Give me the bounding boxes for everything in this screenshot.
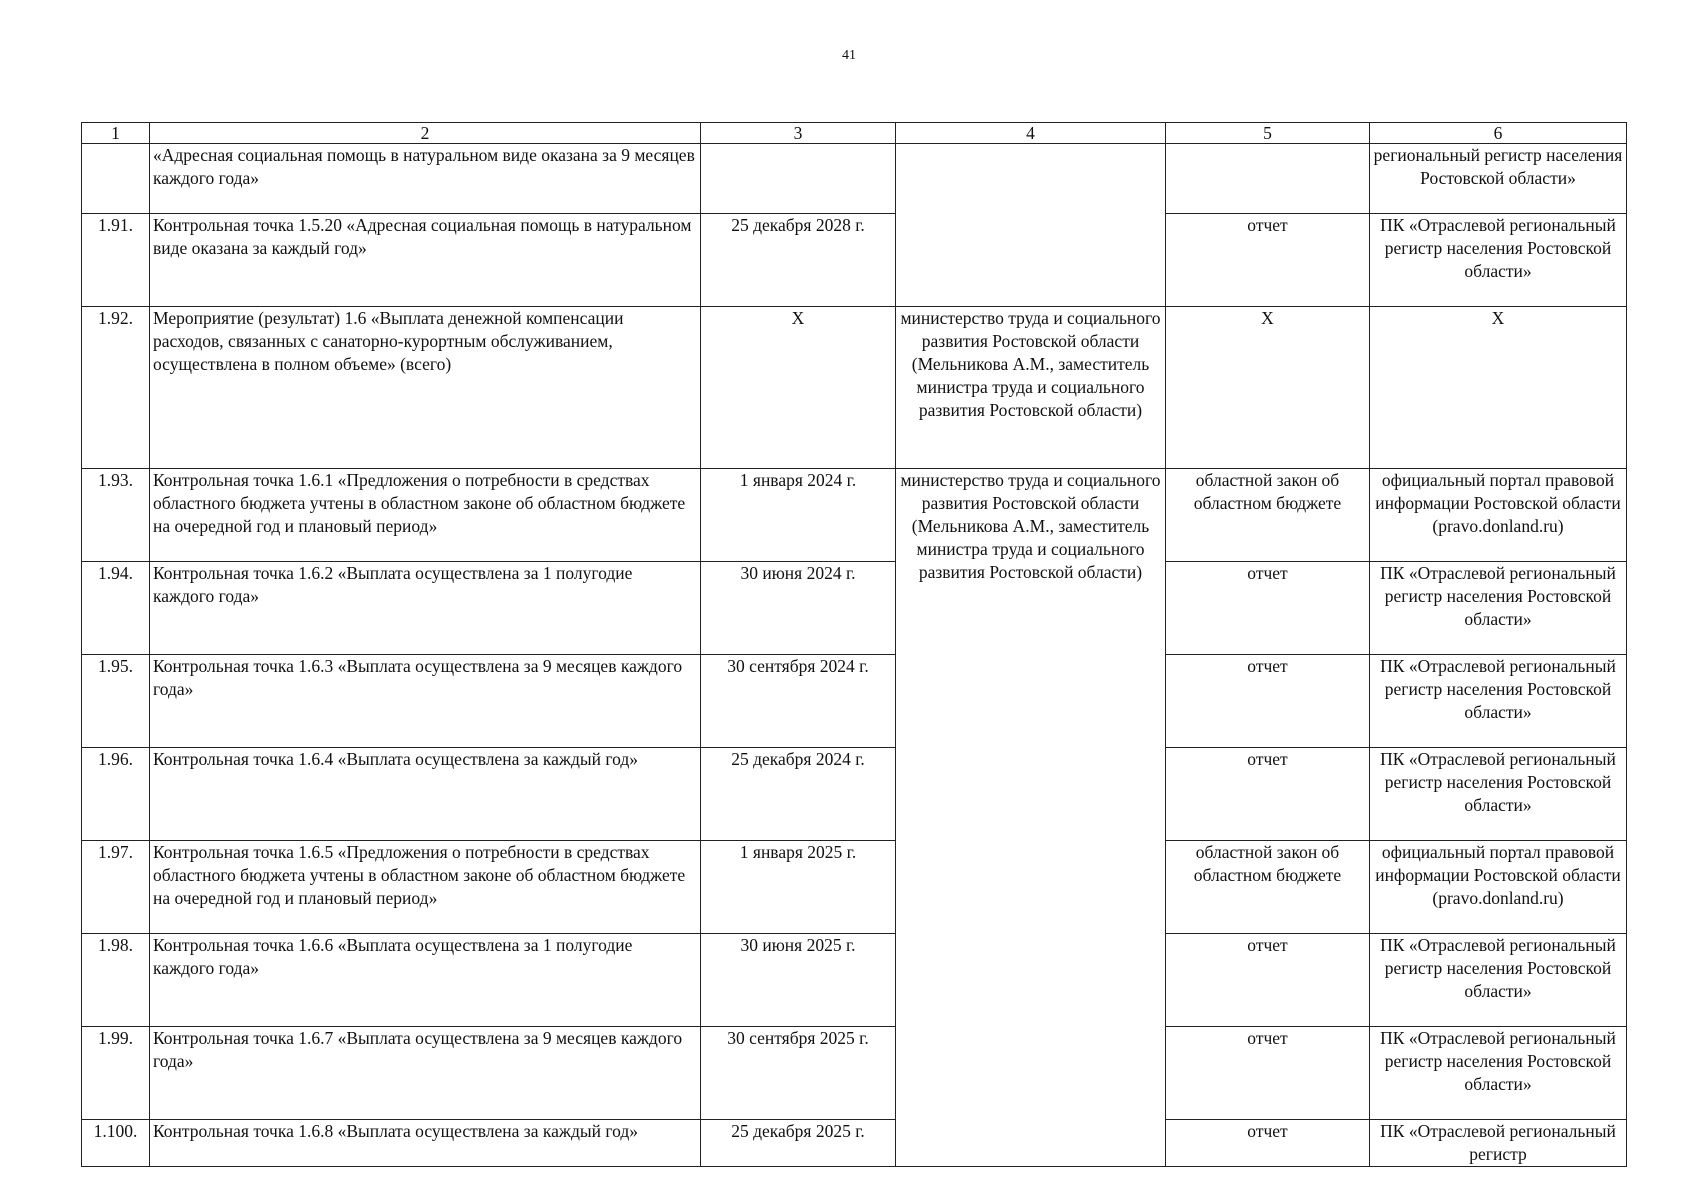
row-source: официальный портал правовой информации Ростовской области (pravo.donland.ru) [1370,469,1627,562]
column-header: 6 [1370,123,1627,144]
row-number: 1.95. [82,655,150,748]
row-date: 1 января 2025 г. [701,841,896,934]
row-date: 25 декабря 2025 г. [701,1120,896,1167]
row-name: Мероприятие (результат) 1.6 «Выплата денежной компенсации расходов, связанных с санаторно-курортным обслуживанием, осуществлена в полном объеме» (всего) [150,307,701,469]
control-points-table [81,122,1627,1167]
table-row [82,841,1627,934]
row-name: Контрольная точка 1.6.4 «Выплата осуществлена за каждый год» [150,748,701,841]
row-name: Контрольная точка 1.6.8 «Выплата осуществлена за каждый год» [150,1120,701,1167]
row-date: 25 декабря 2024 г. [701,748,896,841]
column-header: 5 [1166,123,1370,144]
table-row [82,1120,1627,1167]
row-number: 1.97. [82,841,150,934]
row-document: отчет [1166,1120,1370,1167]
row-document: отчет [1166,655,1370,748]
row-document: отчет [1166,748,1370,841]
row-source: X [1370,307,1627,469]
table-row [82,748,1627,841]
row-source: ПК «Отраслевой региональный регистр [1370,1120,1627,1167]
row-date [701,144,896,214]
row-responsible: министерство труда и социального развития Ростовской области (Мельникова А.М., заместитель министра труда и социального развития Ростовской области) [896,307,1166,469]
row-source: ПК «Отраслевой региональный регистр населения Ростовской области» [1370,934,1627,1027]
row-number: 1.100. [82,1120,150,1167]
row-date: 25 декабря 2028 г. [701,214,896,307]
row-date: 30 июня 2025 г. [701,934,896,1027]
row-document: отчет [1166,214,1370,307]
row-document: областной закон об областном бюджете [1166,841,1370,934]
row-name: Контрольная точка 1.6.1 «Предложения о потребности в средствах областного бюджета учтены в областном законе об областном бюджете на очередной год и плановый период» [150,469,701,562]
row-date: 1 января 2024 г. [701,469,896,562]
row-source: ПК «Отраслевой региональный регистр населения Ростовской области» [1370,748,1627,841]
row-name: Контрольная точка 1.6.6 «Выплата осуществлена за 1 полугодие каждого года» [150,934,701,1027]
row-source: ПК «Отраслевой региональный регистр населения Ростовской области» [1370,562,1627,655]
row-name: Контрольная точка 1.6.7 «Выплата осуществлена за 9 месяцев каждого года» [150,1027,701,1120]
table-row [82,214,1627,307]
table-row [82,307,1627,469]
row-number: 1.94. [82,562,150,655]
table-row [82,934,1627,1027]
row-document [1166,144,1370,214]
row-number: 1.92. [82,307,150,469]
row-name: Контрольная точка 1.6.2 «Выплата осуществлена за 1 полугодие каждого года» [150,562,701,655]
table-row [82,469,1627,562]
row-number: 1.93. [82,469,150,562]
table-row [82,562,1627,655]
row-name: Контрольная точка 1.5.20 «Адресная социальная помощь в натуральном виде оказана за каждый год» [150,214,701,307]
row-document: отчет [1166,562,1370,655]
row-document: отчет [1166,934,1370,1027]
row-name: Контрольная точка 1.6.5 «Предложения о потребности в средствах областного бюджета учтены в областном законе об областном бюджете на очередной год и плановый период» [150,841,701,934]
row-date: 30 июня 2024 г. [701,562,896,655]
column-header: 3 [701,123,896,144]
table-header-row [82,123,1627,144]
column-header: 1 [82,123,150,144]
row-number: 1.96. [82,748,150,841]
row-name: «Адресная социальная помощь в натуральном виде оказана за 9 месяцев каждого года» [150,144,701,214]
row-date: X [701,307,896,469]
row-number: 1.98. [82,934,150,1027]
table-row [82,1027,1627,1120]
row-source: ПК «Отраслевой региональный регистр населения Ростовской области» [1370,655,1627,748]
row-document: областной закон об областном бюджете [1166,469,1370,562]
page-number: 41 [842,48,856,63]
row-number: 1.99. [82,1027,150,1120]
table-row [82,655,1627,748]
row-date: 30 сентября 2025 г. [701,1027,896,1120]
row-number: 1.91. [82,214,150,307]
row-source: ПК «Отраслевой региональный регистр населения Ростовской области» [1370,214,1627,307]
row-source: региональный регистр населения Ростовской области» [1370,144,1627,214]
table-row [82,144,1627,214]
row-date: 30 сентября 2024 г. [701,655,896,748]
row-number [82,144,150,214]
row-document: X [1166,307,1370,469]
row-responsible-empty [896,144,1166,307]
column-header: 2 [150,123,701,144]
row-document: отчет [1166,1027,1370,1120]
row-source: ПК «Отраслевой региональный регистр населения Ростовской области» [1370,1027,1627,1120]
column-header: 4 [896,123,1166,144]
row-responsible: министерство труда и социального развития Ростовской области (Мельникова А.М., заместитель министра труда и социального развития Ростовской области) [896,469,1166,1167]
row-source: официальный портал правовой информации Ростовской области (pravo.donland.ru) [1370,841,1627,934]
row-name: Контрольная точка 1.6.3 «Выплата осуществлена за 9 месяцев каждого года» [150,655,701,748]
